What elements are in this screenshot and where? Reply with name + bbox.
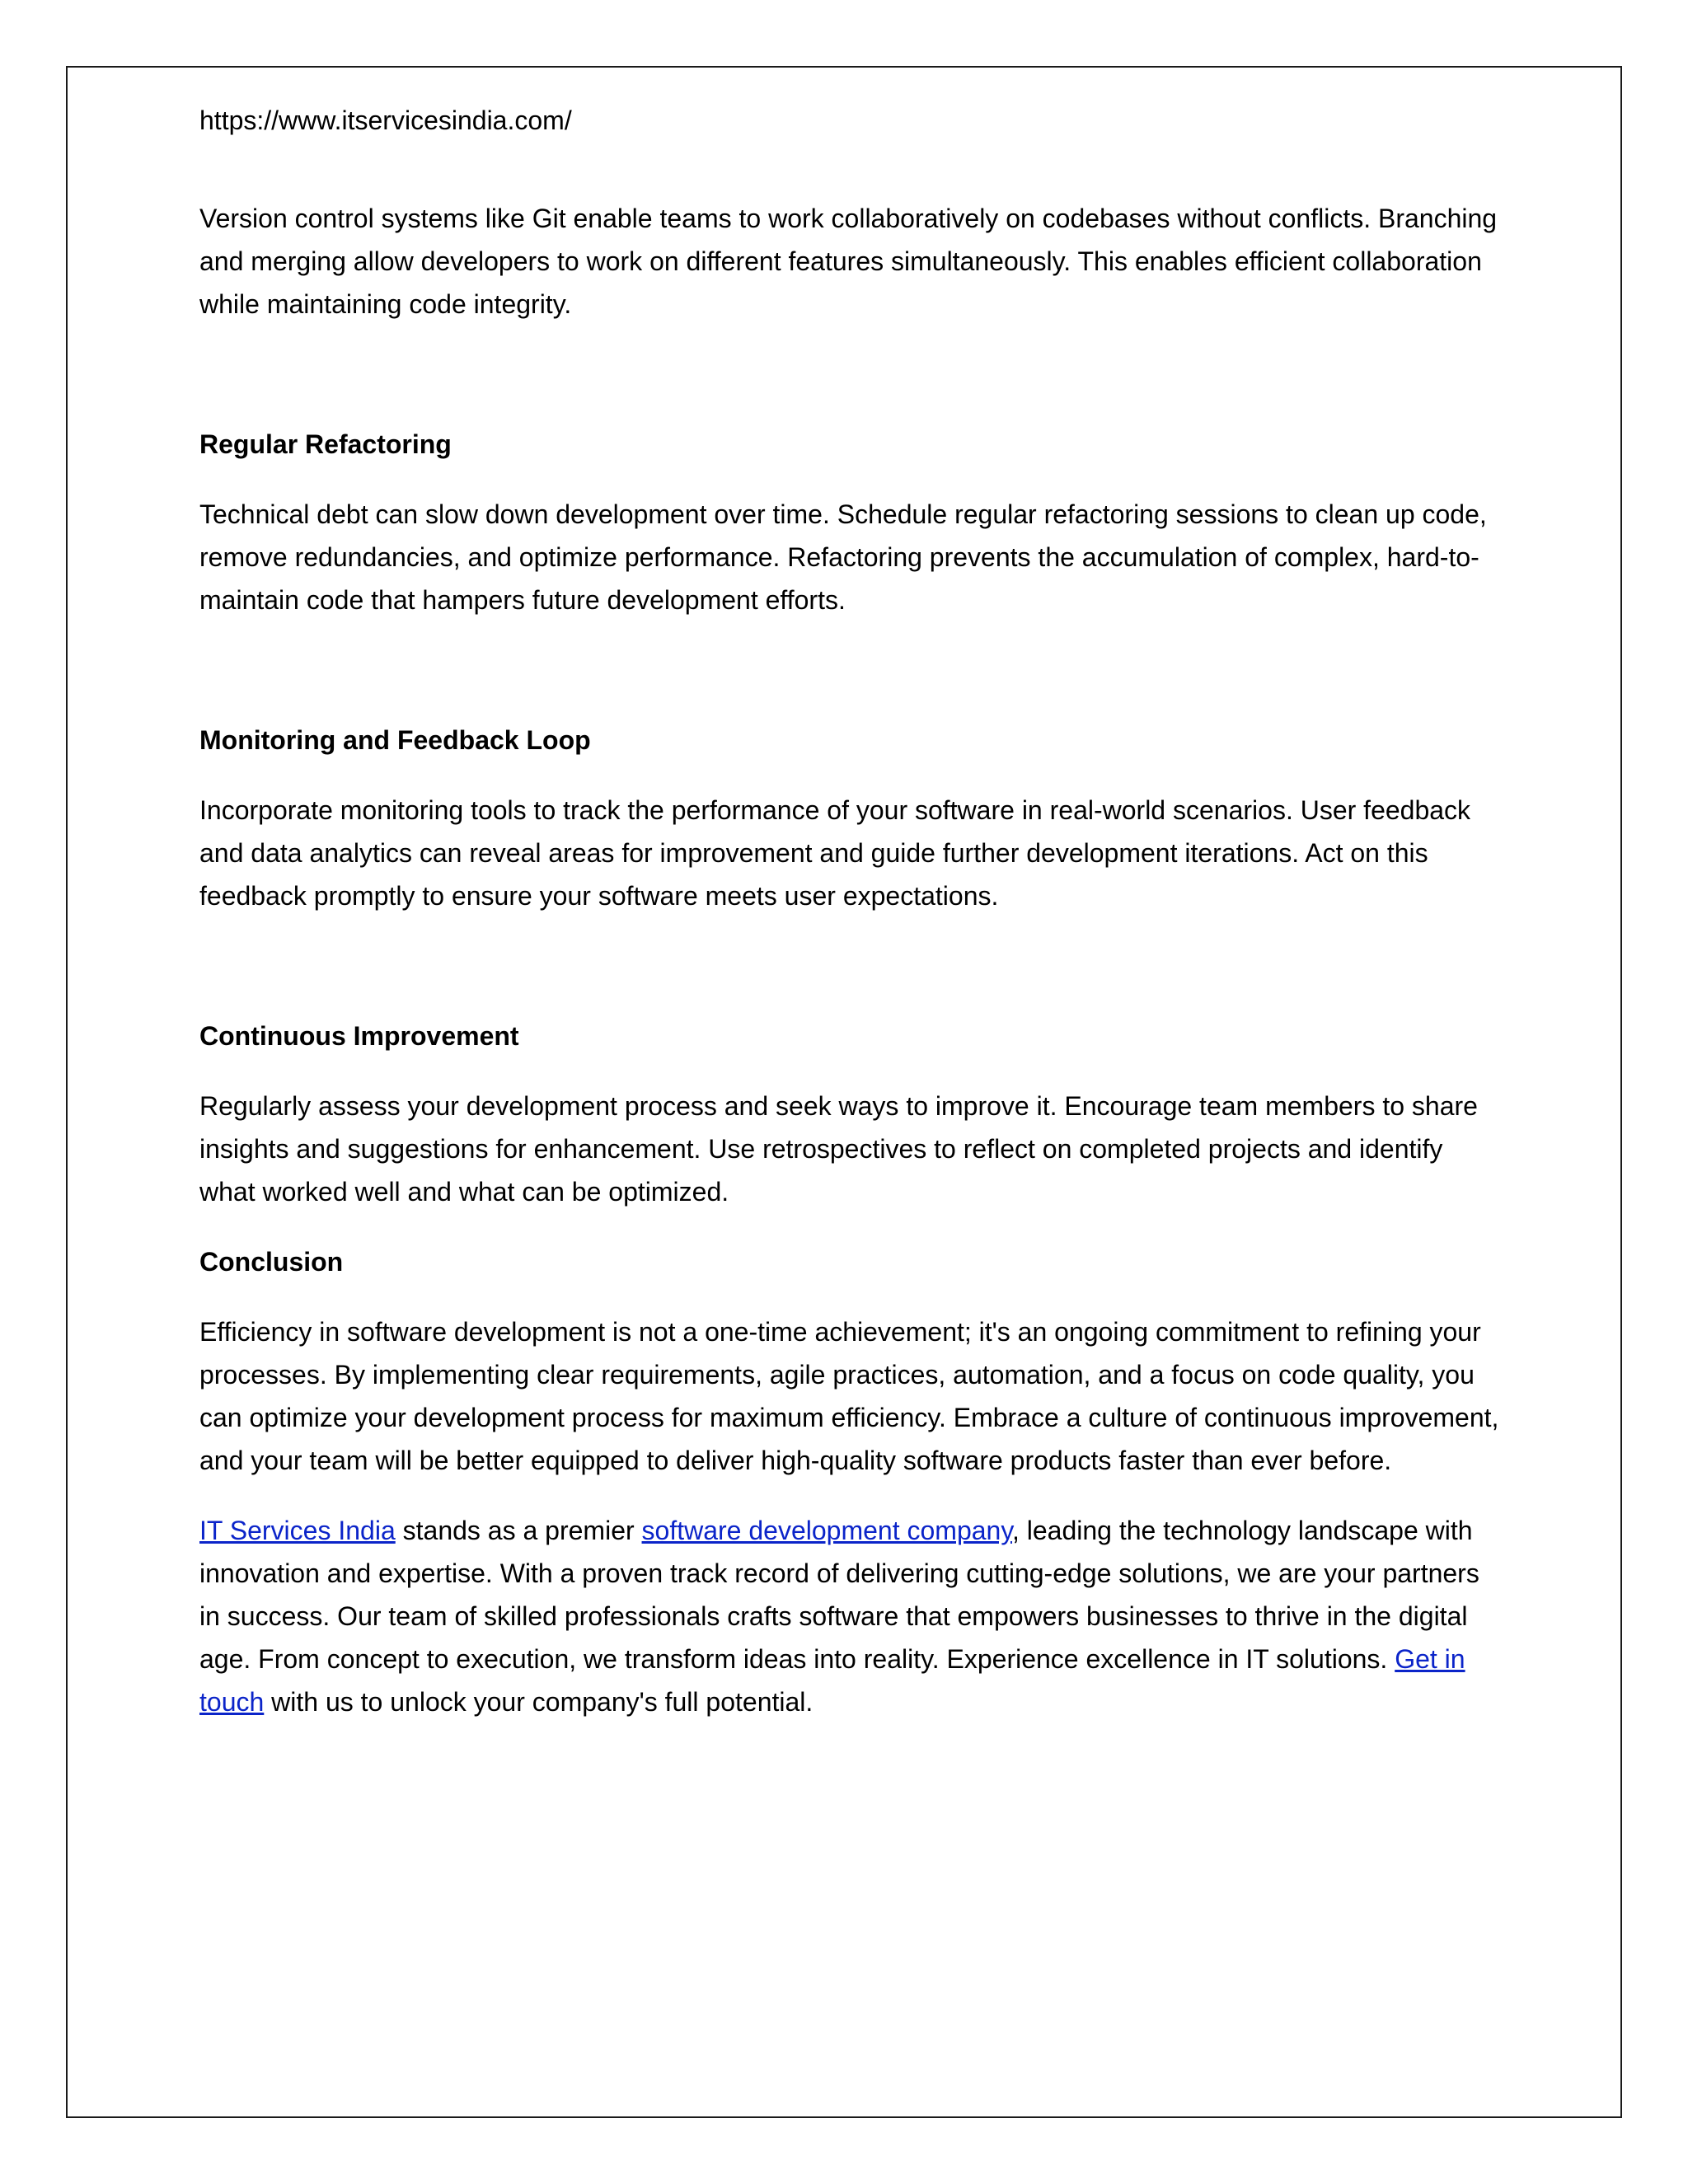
source-url: https://www.itservicesindia.com/ bbox=[199, 105, 572, 135]
improvement-paragraph: Regularly assess your development process and seek ways to improve it. Encourage team members to share insights and suggestions for enhancement. Use retrospectives to reflect on completed projects and identify what worked well and what can be optimized. bbox=[199, 1091, 1478, 1207]
promo-text-2: , leading the technology landscape with innovation and expertise. With a proven track record of delivering cutting-edge solutions, we are your partners in success. Our team of skilled professionals crafts software that empowers businesses to thrive in the digital age. From concept to execution, we transform ideas into reality. Experience excellence in IT solutions. bbox=[199, 1516, 1479, 1674]
conclusion-paragraph: Efficiency in software development is not a one-time achievement; it's an ongoing commitment to refining your processes. By implementing clear requirements, agile practices, automation, and a focus on code quality, you can optimize your development process for maximum efficiency. Embrace a culture of continuous improvement, and your team will be better equipped to deliver high-quality software products faster than ever before. bbox=[199, 1317, 1499, 1475]
it-services-india-link[interactable]: IT Services India bbox=[199, 1516, 396, 1545]
heading-conclusion: Conclusion bbox=[199, 1247, 344, 1277]
software-development-company-link[interactable]: software development company bbox=[641, 1516, 1012, 1545]
promo-text-1: stands as a premier bbox=[395, 1516, 642, 1545]
get-in-touch-link[interactable]: Get in touch bbox=[199, 1644, 1465, 1717]
promo-text-3: with us to unlock your company's full potential. bbox=[264, 1687, 814, 1717]
heading-continuous-improvement: Continuous Improvement bbox=[199, 1021, 519, 1051]
document-content bbox=[199, 99, 1502, 1723]
heading-regular-refactoring: Regular Refactoring bbox=[199, 429, 452, 459]
refactoring-paragraph: Technical debt can slow down development over time. Schedule regular refactoring sessions to clean up code, remove redundancies, and optimize performance. Refactoring prevents the accumulation of complex, hard-to-maintain code that hampers future development efforts. bbox=[199, 499, 1487, 615]
heading-monitoring-feedback: Monitoring and Feedback Loop bbox=[199, 725, 591, 755]
intro-paragraph: Version control systems like Git enable teams to work collaboratively on codebases without conflicts. Branching and merging allow developers to work on different features simultaneously. This enables efficient collaboration while maintaining code integrity. bbox=[199, 204, 1498, 319]
monitoring-paragraph: Incorporate monitoring tools to track the performance of your software in real-world scenarios. User feedback and data analytics can reveal areas for improvement and guide further development iterations. Act on this feedback promptly to ensure your software meets user expectations. bbox=[199, 795, 1471, 911]
promo-paragraph bbox=[199, 1509, 1502, 1723]
